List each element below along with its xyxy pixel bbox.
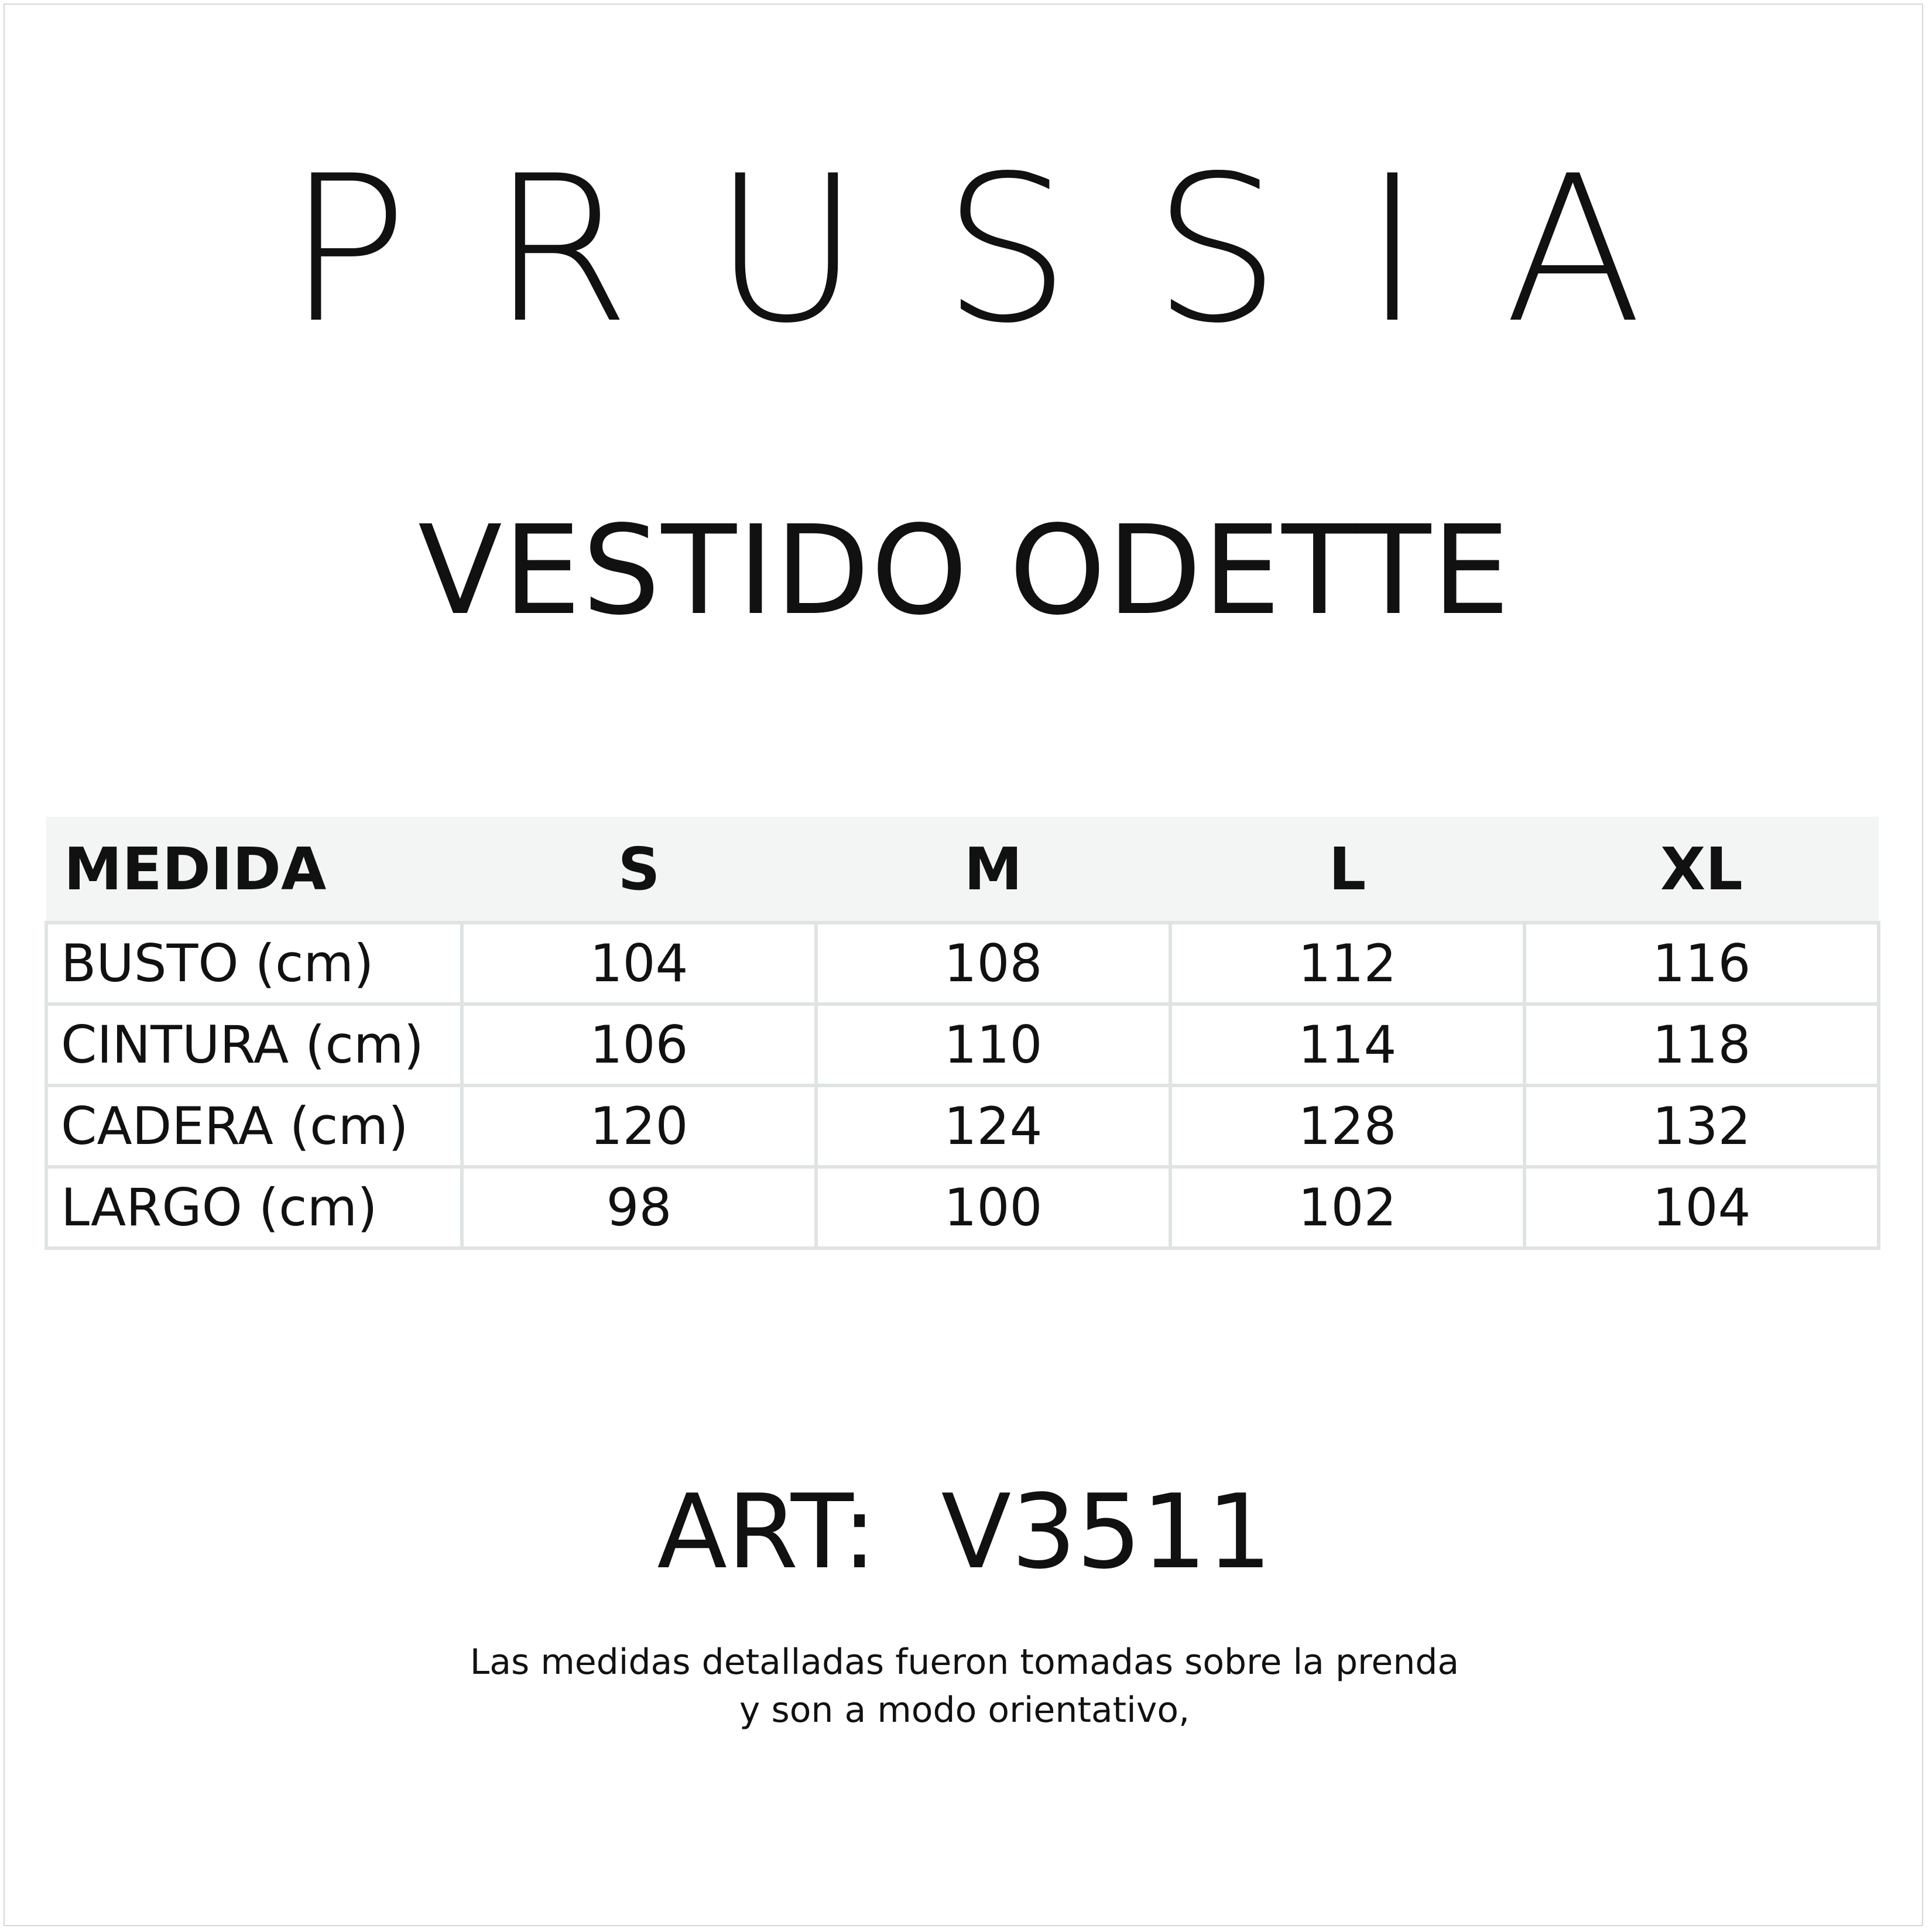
article-number: V3511 <box>941 1473 1272 1592</box>
cell-value: 100 <box>816 1167 1170 1248</box>
header-size-m: M <box>816 817 1170 923</box>
brand-logo: PRUSSIA <box>286 133 1725 368</box>
disclaimer-note <box>0 1638 1929 1734</box>
header-size-l: L <box>1170 817 1524 923</box>
cell-value: 118 <box>1524 1004 1879 1085</box>
cell-value: 108 <box>816 923 1170 1004</box>
article-label: ART: <box>657 1473 877 1592</box>
row-label: LARGO (cm) <box>46 1167 462 1248</box>
cell-value: 124 <box>816 1085 1170 1167</box>
cell-value: 98 <box>462 1167 816 1248</box>
cell-value: 132 <box>1524 1085 1879 1167</box>
table-row-cadera <box>46 1085 1879 1167</box>
product-title: VESTIDO ODETTE <box>418 499 1511 642</box>
size-table <box>44 817 1880 1250</box>
table-row-busto <box>46 923 1879 1004</box>
cell-value: 112 <box>1170 923 1524 1004</box>
row-label: CADERA (cm) <box>46 1085 462 1167</box>
table-row-largo <box>46 1167 1879 1248</box>
cell-value: 104 <box>462 923 816 1004</box>
article-code <box>0 1473 1929 1592</box>
table-row-cintura <box>46 1004 1879 1085</box>
cell-value: 114 <box>1170 1004 1524 1085</box>
header-medida: MEDIDA <box>46 817 462 923</box>
size-table-header <box>46 817 1879 923</box>
header-row <box>46 817 1879 923</box>
cell-value: 104 <box>1524 1167 1879 1248</box>
header-size-xl: XL <box>1524 817 1879 923</box>
cell-value: 128 <box>1170 1085 1524 1167</box>
row-label: BUSTO (cm) <box>46 923 462 1004</box>
cell-value: 102 <box>1170 1167 1524 1248</box>
cell-value: 106 <box>462 1004 816 1085</box>
size-table-body <box>46 923 1879 1248</box>
row-label: CINTURA (cm) <box>46 1004 462 1085</box>
header-size-s: S <box>462 817 816 923</box>
cell-value: 110 <box>816 1004 1170 1085</box>
cell-value: 116 <box>1524 923 1879 1004</box>
disclaimer-line-2: y son a modo orientativo, <box>739 1690 1190 1731</box>
disclaimer-line-1: Las medidas detalladas fueron tomadas sobre la prenda <box>470 1642 1459 1683</box>
cell-value: 120 <box>462 1085 816 1167</box>
